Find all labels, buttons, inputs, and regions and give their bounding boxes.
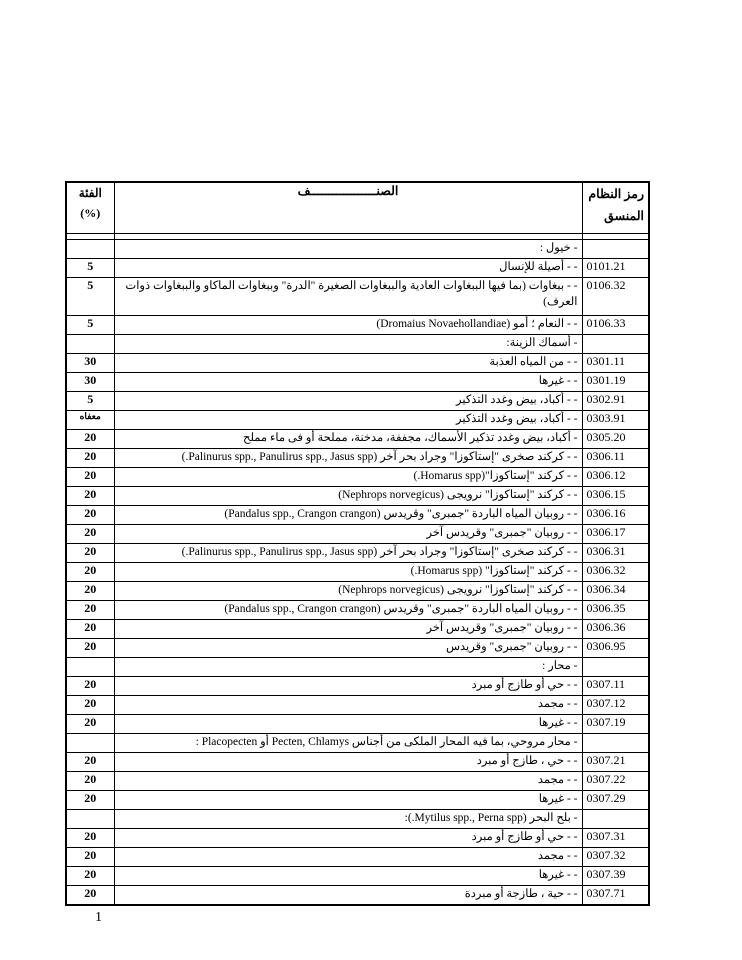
rate-cell: 5 (66, 392, 114, 411)
description-cell: - - روبيان "جمبرى" وقريدس (114, 639, 582, 658)
rate-cell: 20 (66, 563, 114, 582)
table-row (66, 848, 649, 867)
description-cell: - - حي ، طازج أو مبرد (114, 753, 582, 772)
table-row (66, 696, 649, 715)
rate-cell: 30 (66, 373, 114, 392)
rate-cell: 5 (66, 278, 114, 316)
rate-cell: 20 (66, 867, 114, 886)
description-cell: - - غيرها (114, 373, 582, 392)
rate-cell: 20 (66, 449, 114, 468)
description-cell: - - حية ، طازجة أو مبردة (114, 886, 582, 905)
rate-cell: 20 (66, 772, 114, 791)
code-cell: 0307.39 (582, 867, 649, 886)
table-row (66, 886, 649, 905)
table-row (66, 829, 649, 848)
table-row (66, 582, 649, 601)
code-cell: 0307.71 (582, 886, 649, 905)
table-row (66, 411, 649, 430)
rate-cell: معفاه (66, 411, 114, 430)
code-cell: 0307.21 (582, 753, 649, 772)
page-number: 1 (95, 910, 102, 925)
header-code (582, 182, 649, 234)
description-cell: - - غيرها (114, 867, 582, 886)
description-cell: - - ببغاوات (بما فيها الببغاوات العادية والببغاوات الصغيرة "الدرة" وببغاوات الماكاو والببغاوات ذوات العرف) (114, 278, 582, 316)
header-rate (66, 182, 114, 234)
description-cell: - - غيرها (114, 791, 582, 810)
rate-cell: 20 (66, 506, 114, 525)
description-cell: - أكباد، بيض وغدد تذكير الأسماك، مجففة، مدخنة، مملحة أو فى ماء مملح (114, 430, 582, 449)
description-cell: - - مجمد (114, 772, 582, 791)
rate-cell: 30 (66, 354, 114, 373)
table-row (66, 563, 649, 582)
code-cell: 0301.19 (582, 373, 649, 392)
rate-cell: 20 (66, 696, 114, 715)
code-cell: 0302.91 (582, 392, 649, 411)
description-cell: - - روبيان "جمبرى" وقريدس آخر (114, 525, 582, 544)
rate-cell: 20 (66, 582, 114, 601)
code-cell (582, 658, 649, 677)
description-cell: - - حي أو طازج أو مبرد (114, 829, 582, 848)
code-cell: 0106.32 (582, 278, 649, 316)
code-cell (582, 240, 649, 259)
table-row (66, 354, 649, 373)
table-row (66, 734, 649, 753)
rate-cell (66, 734, 114, 753)
description-cell: - - غيرها (114, 715, 582, 734)
table-row (66, 392, 649, 411)
table-row (66, 259, 649, 278)
description-cell: - - أصيلة للإنسال (114, 259, 582, 278)
table-row (66, 240, 649, 259)
code-cell: 0307.29 (582, 791, 649, 810)
table-row (66, 525, 649, 544)
rate-cell: 20 (66, 753, 114, 772)
description-cell: - - مجمد (114, 696, 582, 715)
description-cell: - بلح البحر (Mytilus spp., Perna spp.): (114, 810, 582, 829)
rate-cell: 20 (66, 886, 114, 905)
description-cell: - - أكباد، بيض وغدد التذكير (114, 392, 582, 411)
table-row (66, 487, 649, 506)
rate-cell: 5 (66, 259, 114, 278)
code-cell: 0306.95 (582, 639, 649, 658)
code-cell: 0306.16 (582, 506, 649, 525)
tariff-table (65, 181, 650, 906)
table-row (66, 791, 649, 810)
code-cell: 0306.36 (582, 620, 649, 639)
code-cell: 0307.11 (582, 677, 649, 696)
description-cell: - - كركند صخرى "إستاكوزا" وجراد بحر آخر (Palinurus spp., Panulirus spp., Jasus spp.) (114, 544, 582, 563)
rate-cell: 20 (66, 601, 114, 620)
code-cell: 0306.35 (582, 601, 649, 620)
code-cell: 0307.31 (582, 829, 649, 848)
code-cell: 0306.17 (582, 525, 649, 544)
description-cell: - - روبيان المياه الباردة "جمبرى" وقريدس (Pandalus spp., Crangon crangon) (114, 601, 582, 620)
header-rate-line2: (%) (80, 206, 101, 220)
code-cell: 0306.15 (582, 487, 649, 506)
code-cell: 0306.12 (582, 468, 649, 487)
description-cell: - - كركند "إستاكوزا" نرويجى (Nephrops norvegicus) (114, 582, 582, 601)
table-row (66, 278, 649, 316)
table-row (66, 867, 649, 886)
code-cell: 0301.11 (582, 354, 649, 373)
description-cell: - - كركند صخرى "إستاكوزا" وجراد بحر آخر (Palinurus spp., Panulirus spp., Jasus spp.) (114, 449, 582, 468)
rate-cell (66, 335, 114, 354)
description-cell: - - من المياه العذبة (114, 354, 582, 373)
rate-cell: 20 (66, 677, 114, 696)
code-cell (582, 335, 649, 354)
table-row (66, 658, 649, 677)
rate-cell: 20 (66, 620, 114, 639)
code-cell: 0106.33 (582, 316, 649, 335)
table-body (66, 234, 649, 905)
header-description: الصنــــــــــــــــــف (114, 182, 582, 234)
table-row (66, 601, 649, 620)
table-header-row (66, 182, 649, 234)
table-row (66, 639, 649, 658)
rate-cell: 20 (66, 715, 114, 734)
code-cell: 0307.22 (582, 772, 649, 791)
table-row (66, 316, 649, 335)
description-cell: - - روبيان "جمبرى" وقريدس آخر (114, 620, 582, 639)
table-row (66, 449, 649, 468)
code-cell (582, 734, 649, 753)
table-row (66, 335, 649, 354)
description-cell: - - روبيان المياه الباردة "جمبرى" وقريدس (Pandalus spp., Crangon crangon) (114, 506, 582, 525)
table-row (66, 715, 649, 734)
rate-cell (66, 658, 114, 677)
rate-cell: 20 (66, 487, 114, 506)
rate-cell: 5 (66, 316, 114, 335)
description-cell: - محار مروحي، بما فيه المحار الملكى من أجناس Pecten, Chlamys أو Placopecten : (114, 734, 582, 753)
table-row (66, 753, 649, 772)
table-row (66, 544, 649, 563)
code-cell: 0307.19 (582, 715, 649, 734)
table-row (66, 772, 649, 791)
description-cell: - أسماك الزينة: (114, 335, 582, 354)
description-cell: - - أكباد، بيض وغدد التذكير (114, 411, 582, 430)
description-cell: - - النعام ؛ أمو (Dromaius Novaehollandiae) (114, 316, 582, 335)
header-rate-line1: الفئة (78, 186, 102, 200)
code-cell (582, 810, 649, 829)
code-cell: 0306.31 (582, 544, 649, 563)
code-cell: 0307.32 (582, 848, 649, 867)
header-code-line1: رمز النظام (588, 187, 644, 201)
description-cell: - - كركند "إستاكوزا"(Homarus spp.) (114, 468, 582, 487)
rate-cell: 20 (66, 639, 114, 658)
code-cell: 0307.12 (582, 696, 649, 715)
rate-cell: 20 (66, 829, 114, 848)
rate-cell: 20 (66, 848, 114, 867)
rate-cell: 20 (66, 468, 114, 487)
code-cell: 0306.34 (582, 582, 649, 601)
header-code-line2: المنسق (604, 209, 644, 223)
rate-cell (66, 810, 114, 829)
description-cell: - محار : (114, 658, 582, 677)
table-row (66, 506, 649, 525)
description-cell: - - حي أو طازج أو مبرد (114, 677, 582, 696)
rate-cell: 20 (66, 544, 114, 563)
table-row (66, 810, 649, 829)
rate-cell: 20 (66, 791, 114, 810)
table-row (66, 373, 649, 392)
code-cell: 0305.20 (582, 430, 649, 449)
table-row (66, 620, 649, 639)
rate-cell: 20 (66, 430, 114, 449)
code-cell: 0306.11 (582, 449, 649, 468)
code-cell: 0303.91 (582, 411, 649, 430)
description-cell: - - كركند "إستاكوزا" (Homarus spp.) (114, 563, 582, 582)
description-cell: - خيول : (114, 240, 582, 259)
rate-cell (66, 240, 114, 259)
table-row (66, 468, 649, 487)
table-row (66, 677, 649, 696)
description-cell: - - مجمد (114, 848, 582, 867)
description-cell: - - كركند "إستاكوزا" نرويجى (Nephrops norvegicus) (114, 487, 582, 506)
table-row (66, 430, 649, 449)
code-cell: 0306.32 (582, 563, 649, 582)
code-cell: 0101.21 (582, 259, 649, 278)
rate-cell: 20 (66, 525, 114, 544)
